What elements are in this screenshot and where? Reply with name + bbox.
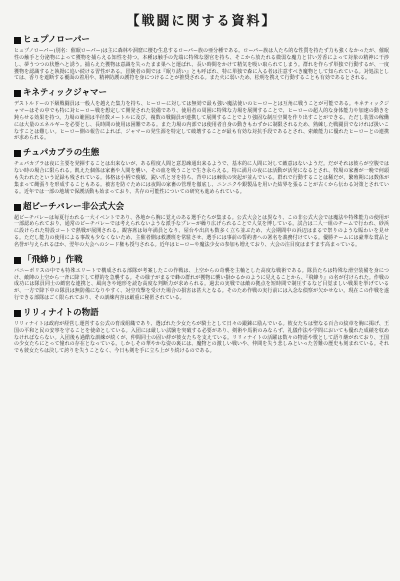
section-heading-text: 「飛蜂り」作戦 (23, 254, 83, 265)
title-block (14, 10, 389, 29)
section-heading (14, 202, 389, 213)
section-heading-text: ヒュプノローパー (23, 35, 90, 45)
square-bullet-icon (14, 310, 21, 317)
section-heading (14, 148, 389, 159)
section-hypno-roper (14, 35, 389, 82)
section-heading (14, 308, 389, 319)
section-lily-knight (14, 308, 389, 355)
section-heading-text: 超ビーチバレー非公式大会 (23, 201, 125, 212)
section-heading-text: キネティックジャマー (23, 88, 107, 99)
section-heading (14, 88, 389, 99)
square-bullet-icon (14, 150, 21, 157)
section-body: デストルドーの下級戦闘員は一般人を越えた集力を持ち、ヒーローに対しては無効で最も強い魔法使いのヒーローとは互角に戦うことが可能である。キネティックジャマーはその中でも特に対ヒーロー戦を想定して開発された装備であり、使用者の周囲に特殊な力場を展開することで、ヒーローの超人的な身体能力や加速の動きを鈍らせる効果を持つ。力場の範囲は半径数メートルに及び、複数の戦闘員が連携して展開することでより強固な制圧空間を作り出すことができる。ただし装置の稼働には大量のエネルギーを必要とし、長時間の使用は困難である。また力場の内部では使用者自身の動きもわずかに制限されるため、熟練した戦闘員でなければ扱いこなすことは難しい。ヒーロー側の報告によれば、ジャマーの発生源を特定して破壊することが最も有効な対抗手段であるとされ、索敵能力に優れたヒーローとの連携が求められる。 (14, 101, 389, 142)
section-body: 超ビーチバレーは毎夏行われる一大イベントであり、各地から腕に覚えのある選手たちが集まる。公式大会とは異なり、この非公式大会では魔法や特殊能力の使用が一部認められており、通常のビーチバレーでは考えられないような派手なプレーが繰り広げられることで人気を博している。試合は二人一組のチームで行われ、砂浜に設けられた特設コートで熱戦が展開される。観客席は毎年満員となり、屋台や出店も数多く立ち並ぶため、大会期間中の浜辺はまるで祭りのような賑わいを見せる。ただし能力の使用による事故も少なくないため、主催者側は救護班を常駐させ、選手には事前の誓約書への署名を義務付けている。優勝チームには豪華な賞品と名誉が与えられるほか、翌年の大会へのシード権も授与される。近年はヒーローや魔法少女の参加も増えており、大会の注目度はますます高まっている。 (14, 214, 389, 248)
square-bullet-icon (14, 37, 21, 44)
section-heading-text: チュパカブラの生態 (23, 148, 100, 159)
section-heading (14, 255, 389, 266)
section-body: ヒュプノローパー(別名：催眠ローパー)は主に森林や洞窟に棲む生息するローパー族の亜分種である。ローパー族は人たち的な性質を持たず力も強くなかったが、催眠性の触手と分泌物によって獲物を捕らえる知性を持つ。本種は触手の先端に特殊な器官を持ち、そこから放たれる微弱な魔力と甘い芳香によって対象の精神に干渉し、夢うつつの状態へと誘う。捕らえた獲物は意識を失ったまま巣へと運ばれ、長い時間をかけて精気を吸い取られてしまう。群れを作らず単独で行動するが、一度獲物を認識すると執拗に追い続ける習性がある。冒険者の間では『眠り誘い』とも呼ばれ、特に単独で森に入る者は注意すべき魔物として知られている。対処法としては、香りを遮断する覆面の着用や、精神防護の護符を身につけることが推奨される。また火に弱いため、松明を携えて行動することも有効であるとされる。 (14, 48, 389, 82)
section-chupacabra (14, 148, 389, 195)
section-beach-volley (14, 202, 389, 249)
square-bullet-icon (14, 257, 21, 264)
section-body: バニーボリスの中でも特殊エリートで構成される部隊が考案したこの作戦は、上空からの奇襲を主軸とした高度な戦術である。隊員たちは特殊な滑空装備を身につけ、敵陣の上空から一斉に降下して標的を急襲する。その様子がまるで蜂の群れが獲物に襲い掛かるかのように見えることから、『飛蜂り』の名が付けられた。作戦の成功には隊員同士の緻密な連携と、風向きや地形を読む高度な判断力が求められる。過去の実戦では敵の拠点を短時間で制圧するなど目覚ましい戦果を挙げているが、一方で降下中の隊員は無防備になりやすく、対空攻撃を受けた場合の損害は甚大となる。そのため作戦の実行前には入念な偵察が欠かせない。現在この作戦を遂行できる部隊はごく限られており、その訓練内容は厳重に秘匿されている。 (14, 267, 389, 302)
section-body: リリィナイトは政府が経営し運営する公式の育成組織であり、選ばれた少女たちが騎士として日々の鍛錬に励んでいる。彼女たちは聖なる百合の紋章を胸に掲げ、王国の平和と民の安寧を守ることを使命としている。入団には厳しい試験を突破する必要があり、剣術や馬術のみならず、礼儀作法や学問においても優れた成績を収めなければならない。入団後も過酷な訓練が続くが、仲間同士の固い絆が彼女たちを支えている。リリィナイトの活躍は数々の物語や歌として語り継がれており、王国の少女たちにとって憧れの存在となっている。しかしその華やかな姿の裏には、魔物との激しい戦いや、仲間を失う悲しみといった苦難の歴史も刻まれている。それでも彼女たちは決して誇りを失うことなく、今日も剣を手に立ち上がり続けるのである。 (14, 320, 389, 355)
section-heading-text: リリィナイトの物語 (23, 307, 99, 318)
section-operation (14, 255, 389, 302)
page-title: 【戦闘に関する資料】 (126, 14, 277, 29)
section-kinetic-jammer (14, 88, 389, 142)
square-bullet-icon (14, 90, 21, 97)
section-body: チュパカブラは夜に主要を発揮することは出来ないが、ある程度人間と意思疎通出来るようで、基本的に人間に対して敵意はないようだ。だがそれは彼らが空腹ではない時の場合に限られる。飢えた個体は家畜や人間を襲い、その血を吸うことで生き永らえる。特に満月の夜には活動が活発になるとされ、牧場の家畜が一晩で何頭も失われたという記録も残されている。体格は小柄で俊敏、鋭い爪と牙を持ち、背中には棘状の突起が並んでいる。群れで行動することは稀だが、繁殖期には数体が集まって縄張りを形成することもある。被害を防ぐためには夜間の家畜の管理を徹底し、ニンニクや銀製品を用いた結界を張ることが古くから伝わる対策とされている。近年では一部の地域で保護活動も始まっており、共存の可能性についての研究も進められている。 (14, 161, 389, 195)
section-heading (14, 35, 389, 46)
square-bullet-icon (14, 204, 21, 211)
